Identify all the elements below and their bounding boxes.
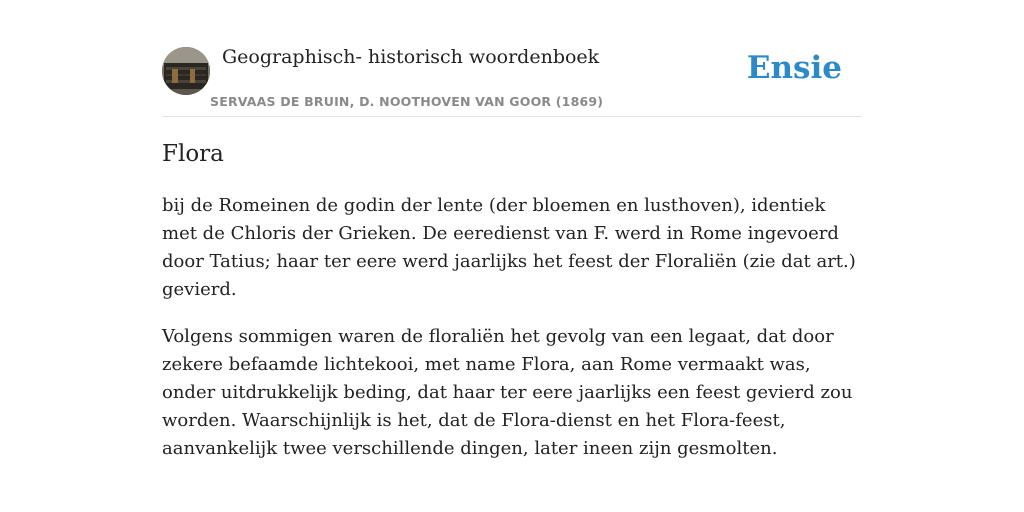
brand-logo[interactable]: Ensie [746,50,842,86]
book-authors: SERVAAS DE BRUIN, D. NOOTHOVEN VAN GOOR (1869) [210,94,604,109]
book-header [162,0,862,117]
entry-paragraph: bij de Romeinen de godin der lente (der bloemen en lusthoven), identiek met de Chloris der Grieken. De eeredienst van F. werd in Rome ingevoerd door Tatius; haar ter eere werd jaarlijks het feest der Floraliën (zie dat art.) gevierd. [162,195,856,300]
entry-title: Flora [162,141,224,167]
page-container [162,0,862,459]
book-title[interactable]: Geographisch- historisch woordenboek [222,46,600,68]
book-cover-icon [162,47,210,95]
entry-paragraph: Volgens sommigen waren de floraliën het gevolg van een legaat, dat door zekere befaamde lichtekooi, met name Flora, aan Rome vermaakt was, onder uitdrukkelijk beding, dat haar ter eere jaarlijks een feest gevierd zou worden. Waarschijnlijk is het, dat de Flora-dienst en het Flora-feest, aanvankelijk twee verschillende dingen, later ineen zijn gesmolten. [162,326,853,459]
book-thumbnail[interactable] [162,47,210,95]
entry-body [162,192,866,482]
